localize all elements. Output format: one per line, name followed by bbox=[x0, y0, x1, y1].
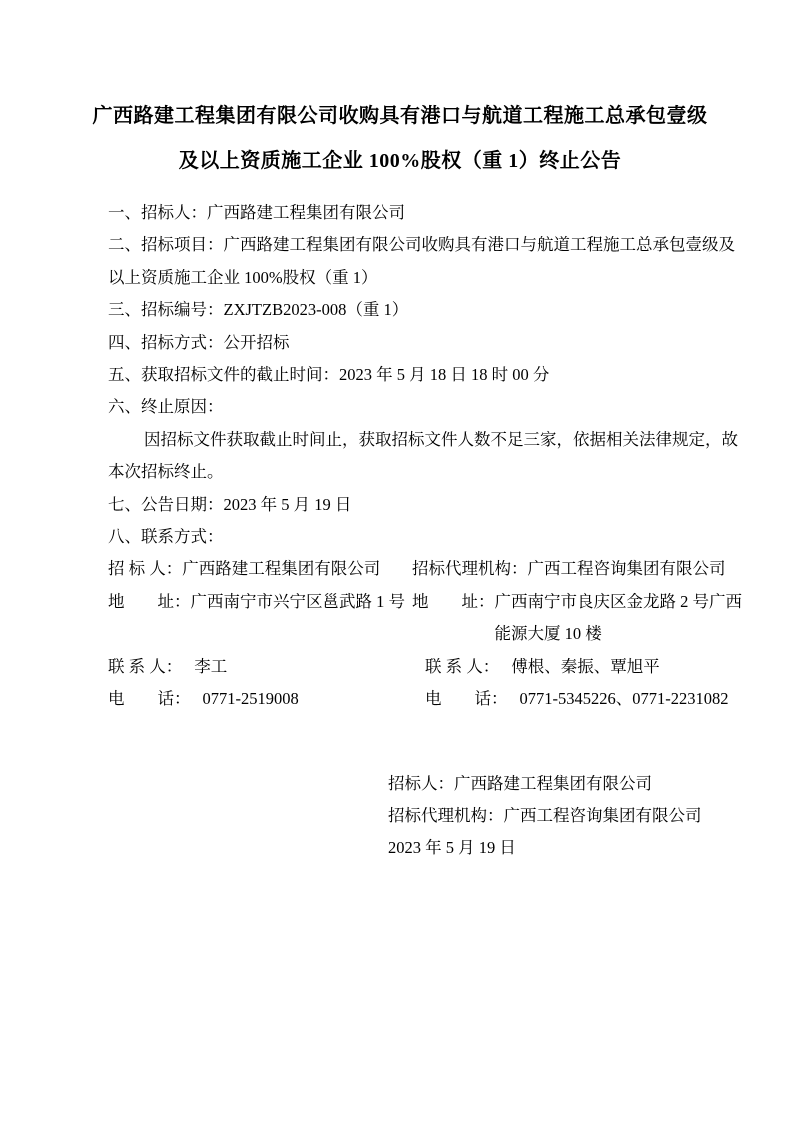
agency-name-value: 广西工程咨询集团有限公司 bbox=[527, 559, 726, 579]
agency-address-label: 地 址： bbox=[412, 591, 495, 611]
title-line-1: 广西路建工程集团有限公司收购具有港口与航道工程施工总承包壹级 bbox=[92, 105, 708, 127]
item-project: 二、招标项目：广西路建工程集团有限公司收购具有港口与航道工程施工总承包壹级及以上资质施工企业 100%股权（重 1） bbox=[108, 235, 735, 287]
document-title bbox=[92, 94, 708, 184]
agency-name-cell bbox=[412, 553, 744, 585]
signature-block bbox=[388, 768, 738, 865]
bidder-contact-person-cell bbox=[108, 651, 412, 683]
contact-row-person bbox=[108, 651, 783, 683]
signature-agency: 招标代理机构：广西工程咨询集团有限公司 bbox=[388, 805, 702, 825]
item-deadline: 五、获取招标文件的截止时间：2023 年 5 月 18 日 18 时 00 分 bbox=[108, 365, 550, 385]
bidder-name-label: 招 标 人： bbox=[108, 559, 183, 579]
bidder-address-label: 地 址： bbox=[108, 591, 191, 611]
agency-address-value: 广西南宁市良庆区金龙路 2 号广西能源大厦 10 楼 bbox=[494, 591, 742, 644]
agency-phone-value: 0771-5345226、0771-2231082 bbox=[519, 689, 729, 709]
bidder-address-cell bbox=[108, 586, 412, 651]
title-line-2: 及以上资质施工企业 100%股权（重 1）终止公告 bbox=[178, 150, 622, 172]
bidder-name-value: 广西路建工程集团有限公司 bbox=[182, 559, 381, 579]
item-bidder: 一、招标人：广西路建工程集团有限公司 bbox=[108, 203, 405, 222]
signature-bidder: 招标人：广西路建工程集团有限公司 bbox=[388, 773, 652, 793]
bidder-phone-value: 0771-2519008 bbox=[202, 689, 299, 709]
signature-date: 2023 年 5 月 19 日 bbox=[388, 838, 516, 858]
contact-row-name bbox=[108, 553, 783, 585]
agency-contact-person-cell bbox=[412, 651, 744, 683]
termination-reason-paragraph: 因招标文件获取截止时间止，获取招标文件人数不足三家，依据相关法律规定，故本次招标终止。 bbox=[108, 429, 738, 482]
contact-row-phone bbox=[108, 683, 783, 715]
contact-table bbox=[108, 553, 783, 715]
bidder-address-value: 广西南宁市兴宁区邕武路 1 号 bbox=[190, 591, 405, 611]
agency-address-cell bbox=[412, 586, 744, 651]
bidder-contact-person-label: 联 系 人： bbox=[108, 656, 183, 676]
item-contact-heading: 八、联系方式： bbox=[108, 527, 224, 547]
item-tender-method: 四、招标方式：公开招标 bbox=[108, 332, 290, 352]
agency-contact-person-value: 傅根、秦振、覃旭平 bbox=[511, 656, 660, 676]
contact-row-address bbox=[108, 586, 783, 651]
bidder-phone-cell bbox=[108, 683, 412, 715]
agency-name-label: 招标代理机构： bbox=[412, 559, 528, 579]
item-tender-number: 三、招标编号：ZXJTZB2023-008（重 1） bbox=[108, 300, 409, 320]
bidder-phone-label: 电 话： bbox=[108, 689, 191, 709]
item-announcement-date: 七、公告日期：2023 年 5 月 19 日 bbox=[108, 494, 352, 514]
bidder-contact-person-value: 李工 bbox=[194, 656, 228, 676]
item-termination-reason-heading: 六、终止原因： bbox=[108, 397, 224, 417]
agency-contact-person-label: 联 系 人： bbox=[425, 656, 500, 676]
document-body bbox=[108, 197, 742, 865]
bidder-name-cell bbox=[108, 553, 412, 585]
agency-phone-cell bbox=[412, 683, 744, 715]
agency-phone-label: 电 话： bbox=[425, 689, 508, 709]
